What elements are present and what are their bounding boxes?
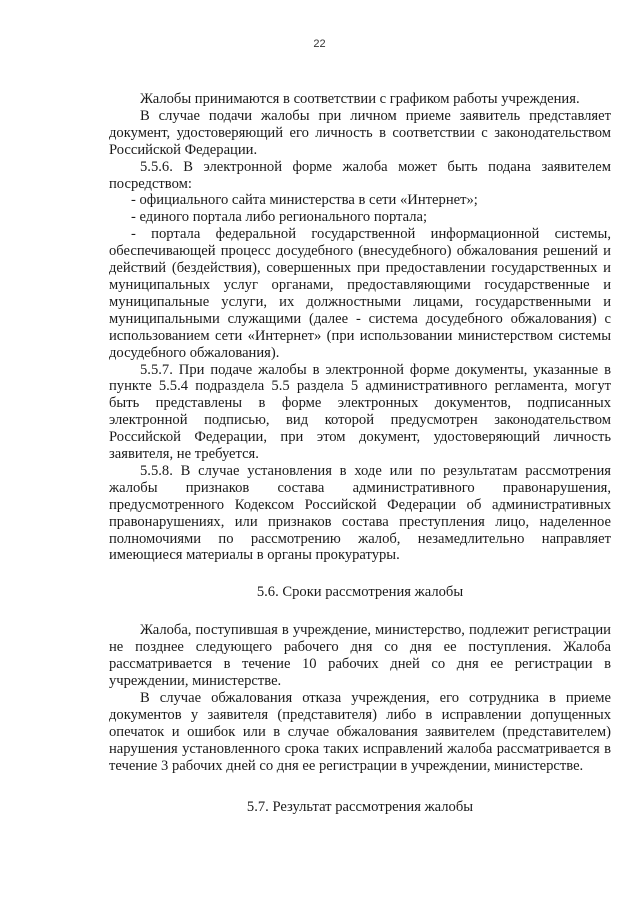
list-item-unified-portal: - единого портала либо регионального портала; bbox=[131, 209, 428, 226]
paragraph-5-5-8: 5.5.8. В случае установления в ходе или по результатам рассмотрения жалобы признаков состава административного правонарушения, предусмотренного Кодексом Российской Федерации об административных правонарушениях, или признаков состава преступления лицо, наделенное полномочиями по рассмотрению жалоб, незамедлительно направляет имеющиеся материалы в органы прокуратуры. bbox=[109, 462, 611, 564]
paragraph-5-5-6: 5.5.6. В электронной форме жалоба может быть подана заявителем посредством: bbox=[109, 158, 611, 192]
section-heading-5-6: 5.6. Сроки рассмотрения жалобы bbox=[256, 584, 464, 601]
page-number: 22 bbox=[313, 38, 326, 50]
paragraph-schedule: Жалобы принимаются в соответствии с графиком работы учреждения. bbox=[140, 91, 580, 107]
section-heading-5-7: 5.7. Результат рассмотрения жалобы bbox=[246, 799, 474, 816]
paragraph-5-6-registration: Жалоба, поступившая в учреждение, министерство, подлежит регистрации не позднее следующего рабочего дня со дня ее поступления. Жалоба рассматривается в течение 10 рабочих дней со дня ее регистрации в учреждении, министерстве. bbox=[109, 622, 611, 689]
paragraph-personal-reception: В случае подачи жалобы при личном приеме заявитель представляет документ, удостоверяющий его личность в соответствии с законодательством Российской Федерации. bbox=[109, 107, 611, 158]
list-item-federal-portal: - портала федеральной государственной информационной системы, обеспечивающей процесс досудебного (внесудебного) обжалования решений и действий (бездействия), совершенных при предоставлении государственных и муниципальных услуг органами, предоставляющими государственные и муниципальные услуги, их должностными лицами, государственными и муниципальными служащими (далее - система досудебного обжалования) с использованием сети «Интернет» (при использовании министерством системы досудебного обжалования). bbox=[109, 226, 611, 361]
list-item-official-site: - официального сайта министерства в сети «Интернет»; bbox=[131, 192, 478, 209]
document-body bbox=[109, 91, 611, 816]
paragraph-5-5-7: 5.5.7. При подаче жалобы в электронной форме документы, указанные в пункте 5.5.4 подраздела 5.5 раздела 5 административного регламента, могут быть представлены в форме электронных документов, подписанных электронной подписью, вид которой предусмотрен законодательством Российской Федерации, при этом документ, удостоверяющий личность заявителя, не требуется. bbox=[109, 361, 611, 463]
paragraph-5-6-appeal: В случае обжалования отказа учреждения, его сотрудника в приеме документов у заявителя (представителя) либо в исправлении допущенных опечаток и ошибок или в случае обжалования заявителем (представителем) нарушения установленного срока таких исправлений жалоба рассматривается в течение 3 рабочих дней со дня ее регистрации в учреждении, министерстве. bbox=[109, 689, 611, 774]
